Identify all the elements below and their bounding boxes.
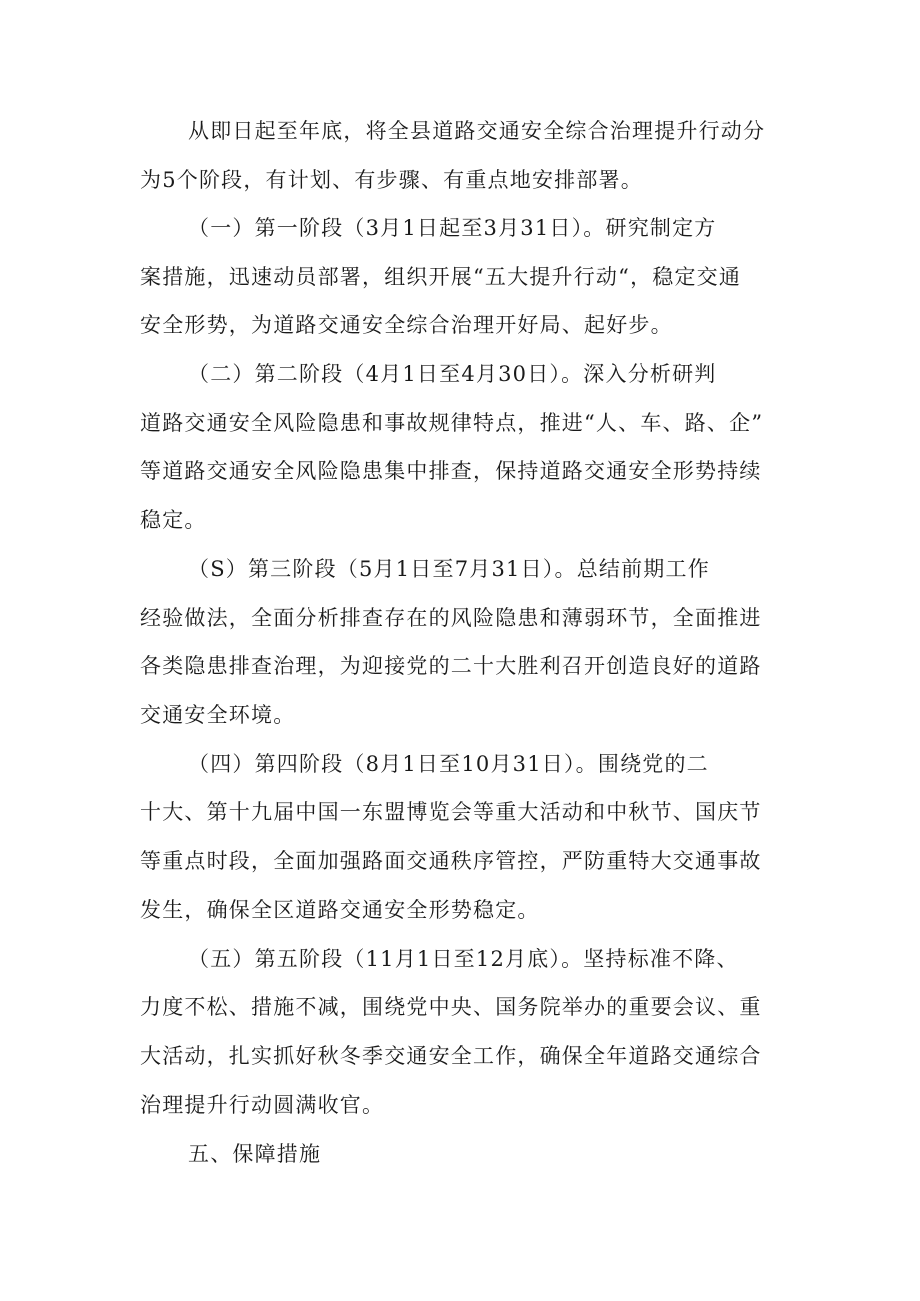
paragraph-4-line-2: 经验做法，全面分析排查存在的风险隐患和薄弱环节，全面推进 (140, 606, 762, 630)
paragraph-6-line-3: 大活动，扎实抓好秋冬季交通安全工作，确保全年道路交通综合 (140, 1044, 762, 1068)
paragraph-1-line-2: 为5个阶段，有计划、有步骤、有重点地安排部署。 (140, 168, 643, 192)
paragraph-6-line-4: 治理提升行动圆满收官。 (140, 1093, 385, 1117)
paragraph-2-line-2: 案措施，迅速动员部署，组织开展“五大提升行动“，稳定交通 (140, 265, 742, 289)
paragraph-6-line-1: （五）第五阶段（11月1日至12月底）。坚持标准不降、 (188, 947, 739, 971)
paragraph-5-line-1: （四）第四阶段（8月1日至10月31日）。围绕党的二 (188, 752, 709, 776)
paragraph-5-line-2: 十大、第十九届中国一东盟博览会等重大活动和中秋节、国庆节 (140, 800, 762, 824)
paragraph-2-line-1: （一）第一阶段（3月1日起至3月31日）。研究制定方 (188, 216, 717, 240)
paragraph-3-line-2: 道路交通安全风险隐患和事故规律特点，推进“人、车、路、企” (140, 411, 764, 435)
paragraph-3-line-1: （二）第二阶段（4月1日至4月30日）。深入分析研判 (188, 362, 717, 386)
paragraph-3-line-4: 稳定。 (140, 508, 207, 532)
paragraph-6-line-2: 力度不松、措施不减，围绕党中央、国务院举办的重要会议、重 (140, 995, 762, 1019)
paragraph-3-line-3: 等道路交通安全风险隐患集中排查，保持道路交通安全形势持续 (140, 459, 762, 483)
paragraph-1-line-1: 从即日起至年底，将全县道路交通安全综合治理提升行动分 (188, 119, 766, 143)
paragraph-4-line-4: 交通安全环境。 (140, 703, 296, 727)
section-heading: 五、保障措施 (188, 1142, 322, 1166)
paragraph-4-line-1: （S）第三阶段（5月1日至7月31日）。总结前期工作 (188, 557, 710, 581)
paragraph-5-line-4: 发生，确保全区道路交通安全形势稳定。 (140, 898, 540, 922)
paragraph-5-line-3: 等重点时段，全面加强路面交通秩序管控，严防重特大交通事故 (140, 849, 762, 873)
paragraph-2-line-3: 安全形势，为道路交通安全综合治理开好局、起好步。 (140, 313, 673, 337)
paragraph-4-line-3: 各类隐患排查治理，为迎接党的二十大胜利召开创造良好的道路 (140, 654, 762, 678)
